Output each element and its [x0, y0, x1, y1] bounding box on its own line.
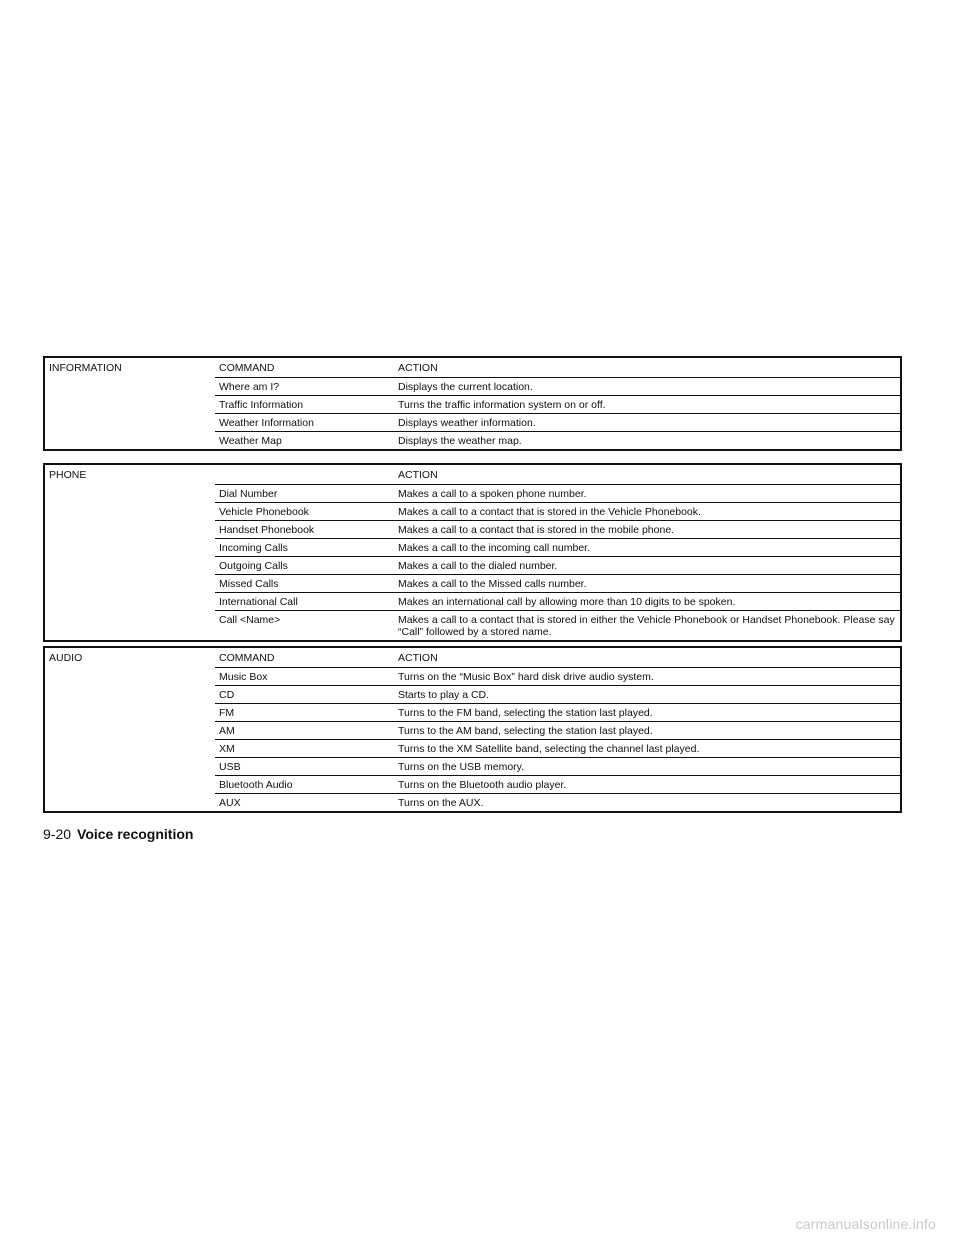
- action-cell: Turns on the “Music Box” hard disk drive audio system.: [394, 668, 901, 686]
- command-header: [215, 464, 394, 485]
- command-cell: CD: [215, 686, 394, 704]
- category-spacer: [44, 575, 215, 593]
- category-spacer: [44, 414, 215, 432]
- category-spacer: [44, 758, 215, 776]
- action-cell: Makes a call to a contact that is stored in the Vehicle Phonebook.: [394, 503, 901, 521]
- table-row: [44, 758, 901, 776]
- audio-table: [43, 646, 902, 813]
- category-spacer: [44, 432, 215, 451]
- table-header-row: [44, 647, 901, 668]
- page-number: 9-20: [43, 826, 72, 842]
- phone-table: [43, 463, 902, 642]
- table-row: [44, 704, 901, 722]
- action-cell: Turns on the AUX.: [394, 794, 901, 813]
- table-row: [44, 668, 901, 686]
- command-cell: USB: [215, 758, 394, 776]
- table-row: [44, 503, 901, 521]
- command-cell: XM: [215, 740, 394, 758]
- table-row: [44, 740, 901, 758]
- action-cell: Makes a call to the dialed number.: [394, 557, 901, 575]
- category-header: AUDIO: [44, 647, 215, 668]
- table-row: [44, 396, 901, 414]
- table-row: [44, 575, 901, 593]
- table-header-row: [44, 464, 901, 485]
- table-row: [44, 794, 901, 813]
- table-row: [44, 593, 901, 611]
- command-cell: AUX: [215, 794, 394, 813]
- table-row: [44, 686, 901, 704]
- table-row: [44, 722, 901, 740]
- command-cell: Outgoing Calls: [215, 557, 394, 575]
- command-cell: Music Box: [215, 668, 394, 686]
- command-cell: Bluetooth Audio: [215, 776, 394, 794]
- command-cell: AM: [215, 722, 394, 740]
- category-spacer: [44, 722, 215, 740]
- table-row: [44, 557, 901, 575]
- category-spacer: [44, 539, 215, 557]
- table-row: [44, 539, 901, 557]
- action-cell: Turns the traffic information system on or off.: [394, 396, 901, 414]
- command-cell: Traffic Information: [215, 396, 394, 414]
- category-spacer: [44, 485, 215, 503]
- information-table: [43, 356, 902, 451]
- command-cell: Weather Information: [215, 414, 394, 432]
- action-cell: Displays the current location.: [394, 378, 901, 396]
- category-spacer: [44, 378, 215, 396]
- category-spacer: [44, 396, 215, 414]
- table-row: [44, 414, 901, 432]
- category-spacer: [44, 521, 215, 539]
- command-cell: Dial Number: [215, 485, 394, 503]
- action-cell: Makes a call to a spoken phone number.: [394, 485, 901, 503]
- command-cell: Weather Map: [215, 432, 394, 451]
- command-cell: Where am I?: [215, 378, 394, 396]
- table-row: [44, 611, 901, 642]
- action-cell: Turns on the USB memory.: [394, 758, 901, 776]
- table-row: [44, 378, 901, 396]
- table-header-row: [44, 357, 901, 378]
- action-cell: Starts to play a CD.: [394, 686, 901, 704]
- action-cell: Makes a call to a contact that is stored in either the Vehicle Phonebook or Handset Phonebook. Please say “Call” followed by a stored name.: [394, 611, 901, 642]
- action-cell: Makes a call to the incoming call number.: [394, 539, 901, 557]
- table-row: [44, 776, 901, 794]
- category-spacer: [44, 668, 215, 686]
- command-cell: Vehicle Phonebook: [215, 503, 394, 521]
- category-header: INFORMATION: [44, 357, 215, 378]
- category-spacer: [44, 611, 215, 642]
- action-cell: Displays weather information.: [394, 414, 901, 432]
- table-row: [44, 485, 901, 503]
- category-spacer: [44, 593, 215, 611]
- command-header: COMMAND: [215, 647, 394, 668]
- action-cell: Makes an international call by allowing more than 10 digits to be spoken.: [394, 593, 901, 611]
- command-cell: FM: [215, 704, 394, 722]
- table-row: [44, 432, 901, 451]
- command-cell: Call <Name>: [215, 611, 394, 642]
- command-cell: Incoming Calls: [215, 539, 394, 557]
- action-cell: Turns to the AM band, selecting the station last played.: [394, 722, 901, 740]
- category-spacer: [44, 686, 215, 704]
- category-spacer: [44, 503, 215, 521]
- watermark: carmanualsonline.info: [795, 1216, 936, 1232]
- command-header: COMMAND: [215, 357, 394, 378]
- category-spacer: [44, 557, 215, 575]
- category-spacer: [44, 776, 215, 794]
- category-header: PHONE: [44, 464, 215, 485]
- category-spacer: [44, 794, 215, 813]
- table-row: [44, 521, 901, 539]
- command-cell: Missed Calls: [215, 575, 394, 593]
- action-cell: Turns to the FM band, selecting the station last played.: [394, 704, 901, 722]
- action-header: ACTION: [394, 647, 901, 668]
- category-spacer: [44, 704, 215, 722]
- command-cell: Handset Phonebook: [215, 521, 394, 539]
- category-spacer: [44, 740, 215, 758]
- action-cell: Makes a call to a contact that is stored in the mobile phone.: [394, 521, 901, 539]
- action-header: ACTION: [394, 464, 901, 485]
- action-cell: Turns to the XM Satellite band, selecting the channel last played.: [394, 740, 901, 758]
- action-cell: Makes a call to the Missed calls number.: [394, 575, 901, 593]
- command-cell: International Call: [215, 593, 394, 611]
- action-cell: Displays the weather map.: [394, 432, 901, 451]
- page-footer: [43, 826, 193, 842]
- section-title: Voice recognition: [77, 826, 194, 842]
- action-header: ACTION: [394, 357, 901, 378]
- action-cell: Turns on the Bluetooth audio player.: [394, 776, 901, 794]
